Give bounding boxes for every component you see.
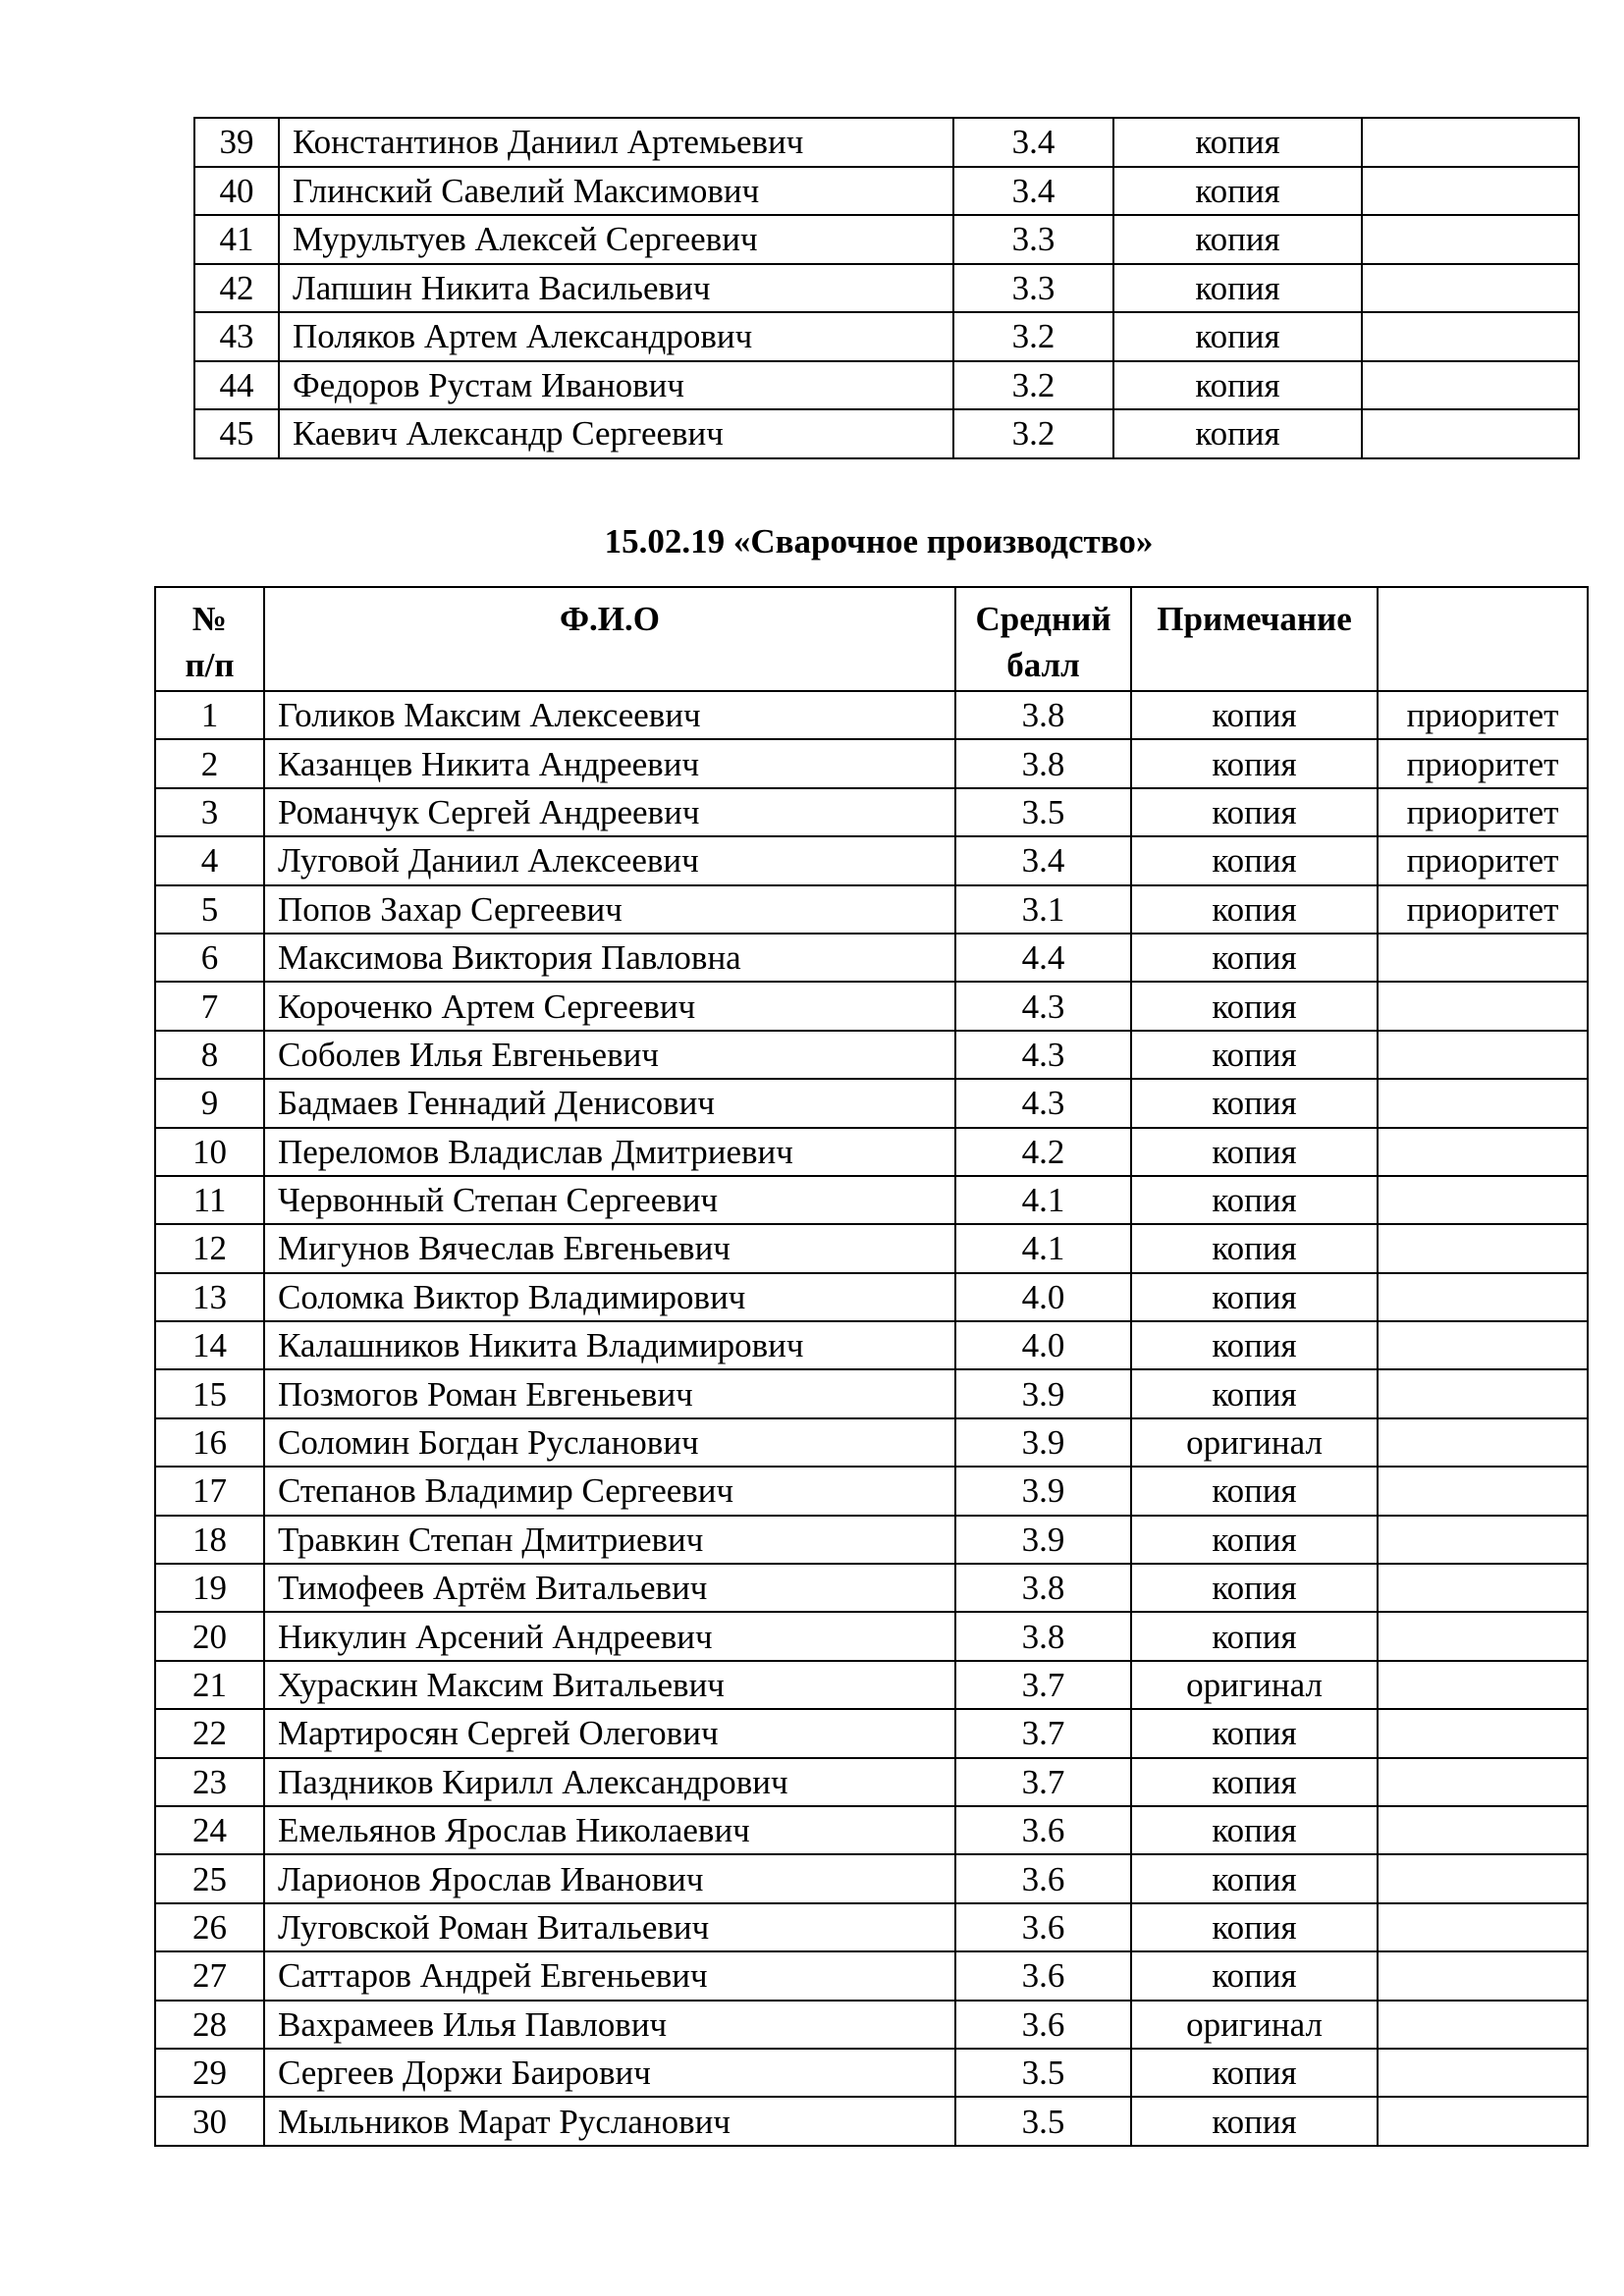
row-number: 22 bbox=[155, 1709, 264, 1757]
row-number: 40 bbox=[194, 167, 279, 216]
row-note: копия bbox=[1131, 1516, 1378, 1564]
row-number: 5 bbox=[155, 885, 264, 934]
row-full-name: Мыльников Марат Русланович bbox=[264, 2097, 955, 2145]
row-number: 24 bbox=[155, 1806, 264, 1854]
row-full-name: Хураскин Максим Витальевич bbox=[264, 1661, 955, 1709]
row-average-score: 3.8 bbox=[955, 691, 1131, 739]
row-note: копия bbox=[1131, 1903, 1378, 1951]
table-row bbox=[155, 1176, 1588, 1224]
row-full-name: Поляков Артем Александрович bbox=[279, 312, 953, 361]
row-priority bbox=[1378, 1467, 1588, 1515]
header-full-name: Ф.И.О bbox=[264, 587, 955, 691]
row-note: копия bbox=[1113, 167, 1362, 216]
row-average-score: 4.0 bbox=[955, 1321, 1131, 1369]
row-average-score: 3.1 bbox=[955, 885, 1131, 934]
row-full-name: Каевич Александр Сергеевич bbox=[279, 409, 953, 458]
row-note: копия bbox=[1131, 1758, 1378, 1806]
section-title: 15.02.19 «Сварочное производство» bbox=[604, 522, 1154, 561]
table-row bbox=[155, 934, 1588, 982]
row-average-score: 4.2 bbox=[955, 1128, 1131, 1176]
row-note: копия bbox=[1131, 788, 1378, 836]
row-average-score: 3.4 bbox=[955, 836, 1131, 884]
row-note: копия bbox=[1131, 1176, 1378, 1224]
welding-applicants-table-body bbox=[155, 691, 1588, 2146]
table-row bbox=[155, 2049, 1588, 2097]
row-priority bbox=[1378, 1369, 1588, 1417]
row-average-score: 4.1 bbox=[955, 1224, 1131, 1272]
row-priority bbox=[1362, 264, 1579, 313]
row-priority bbox=[1378, 2049, 1588, 2097]
row-number: 21 bbox=[155, 1661, 264, 1709]
header-score-line2: балл bbox=[1006, 646, 1080, 685]
header-extra bbox=[1378, 587, 1588, 691]
row-number: 28 bbox=[155, 2001, 264, 2049]
table-row bbox=[155, 691, 1588, 739]
row-full-name: Никулин Арсений Андреевич bbox=[264, 1612, 955, 1660]
table-row bbox=[194, 167, 1579, 216]
table-row bbox=[155, 1224, 1588, 1272]
row-priority bbox=[1362, 118, 1579, 167]
row-average-score: 3.3 bbox=[953, 264, 1113, 313]
row-number: 42 bbox=[194, 264, 279, 313]
row-full-name: Калашников Никита Владимирович bbox=[264, 1321, 955, 1369]
row-number: 18 bbox=[155, 1516, 264, 1564]
row-number: 26 bbox=[155, 1903, 264, 1951]
row-note: оригинал bbox=[1131, 2001, 1378, 2049]
row-average-score: 4.1 bbox=[955, 1176, 1131, 1224]
table-row bbox=[155, 2097, 1588, 2145]
table-row bbox=[155, 1369, 1588, 1417]
row-priority bbox=[1378, 1176, 1588, 1224]
table-row bbox=[194, 264, 1579, 313]
row-average-score: 3.2 bbox=[953, 361, 1113, 410]
row-number: 13 bbox=[155, 1273, 264, 1321]
row-priority bbox=[1378, 1709, 1588, 1757]
row-full-name: Константинов Даниил Артемьевич bbox=[279, 118, 953, 167]
row-note: копия bbox=[1131, 1854, 1378, 1902]
row-number: 39 bbox=[194, 118, 279, 167]
row-average-score: 3.9 bbox=[955, 1516, 1131, 1564]
table-row bbox=[155, 1516, 1588, 1564]
table-row bbox=[155, 739, 1588, 787]
row-note: копия bbox=[1131, 2049, 1378, 2097]
row-full-name: Тимофеев Артём Витальевич bbox=[264, 1564, 955, 1612]
row-full-name: Глинский Савелий Максимович bbox=[279, 167, 953, 216]
row-priority bbox=[1378, 1951, 1588, 2000]
row-note: копия bbox=[1131, 1369, 1378, 1417]
table-row bbox=[194, 215, 1579, 264]
row-number: 12 bbox=[155, 1224, 264, 1272]
row-number: 4 bbox=[155, 836, 264, 884]
row-number: 15 bbox=[155, 1369, 264, 1417]
table-row bbox=[194, 361, 1579, 410]
row-number: 8 bbox=[155, 1031, 264, 1079]
table-row bbox=[155, 1418, 1588, 1467]
row-full-name: Мурультуев Алексей Сергеевич bbox=[279, 215, 953, 264]
row-number: 1 bbox=[155, 691, 264, 739]
row-priority bbox=[1378, 1128, 1588, 1176]
row-note: копия bbox=[1131, 1564, 1378, 1612]
header-number-line1: № bbox=[191, 600, 228, 638]
row-number: 25 bbox=[155, 1854, 264, 1902]
header-number-line2: п/п bbox=[185, 646, 235, 685]
row-number: 45 bbox=[194, 409, 279, 458]
row-note: копия bbox=[1113, 312, 1362, 361]
row-full-name: Мартиросян Сергей Олегович bbox=[264, 1709, 955, 1757]
row-note: копия bbox=[1113, 215, 1362, 264]
row-average-score: 3.8 bbox=[955, 1612, 1131, 1660]
row-note: копия bbox=[1131, 1467, 1378, 1515]
table-row bbox=[155, 1079, 1588, 1127]
row-number: 7 bbox=[155, 982, 264, 1030]
row-full-name: Попов Захар Сергеевич bbox=[264, 885, 955, 934]
row-number: 11 bbox=[155, 1176, 264, 1224]
row-average-score: 3.6 bbox=[955, 1951, 1131, 2000]
row-priority: приоритет bbox=[1378, 691, 1588, 739]
row-full-name: Переломов Владислав Дмитриевич bbox=[264, 1128, 955, 1176]
row-note: копия bbox=[1113, 118, 1362, 167]
row-average-score: 3.4 bbox=[953, 118, 1113, 167]
row-priority bbox=[1362, 312, 1579, 361]
row-priority bbox=[1378, 1031, 1588, 1079]
row-number: 29 bbox=[155, 2049, 264, 2097]
header-note: Примечание bbox=[1131, 587, 1378, 691]
row-number: 41 bbox=[194, 215, 279, 264]
row-full-name: Сергеев Доржи Баирович bbox=[264, 2049, 955, 2097]
row-full-name: Травкин Степан Дмитриевич bbox=[264, 1516, 955, 1564]
table-row bbox=[155, 1951, 1588, 2000]
row-number: 10 bbox=[155, 1128, 264, 1176]
row-note: копия bbox=[1131, 739, 1378, 787]
row-priority bbox=[1378, 2097, 1588, 2145]
row-priority bbox=[1378, 2001, 1588, 2049]
row-full-name: Романчук Сергей Андреевич bbox=[264, 788, 955, 836]
row-full-name: Голиков Максим Алексеевич bbox=[264, 691, 955, 739]
row-note: копия bbox=[1131, 1951, 1378, 2000]
row-average-score: 3.9 bbox=[955, 1418, 1131, 1467]
row-average-score: 3.8 bbox=[955, 1564, 1131, 1612]
row-average-score: 3.9 bbox=[955, 1467, 1131, 1515]
row-full-name: Лапшин Никита Васильевич bbox=[279, 264, 953, 313]
row-priority bbox=[1378, 1661, 1588, 1709]
row-average-score: 3.8 bbox=[955, 739, 1131, 787]
row-note: копия bbox=[1131, 1321, 1378, 1369]
row-average-score: 3.3 bbox=[953, 215, 1113, 264]
row-priority bbox=[1378, 1758, 1588, 1806]
row-average-score: 3.6 bbox=[955, 2001, 1131, 2049]
row-average-score: 3.2 bbox=[953, 409, 1113, 458]
row-note: копия bbox=[1113, 361, 1362, 410]
row-number: 2 bbox=[155, 739, 264, 787]
row-priority bbox=[1378, 1321, 1588, 1369]
row-note: копия bbox=[1131, 1079, 1378, 1127]
row-full-name: Максимова Виктория Павловна bbox=[264, 934, 955, 982]
table-row bbox=[155, 982, 1588, 1030]
row-priority bbox=[1362, 361, 1579, 410]
table-row bbox=[155, 1612, 1588, 1660]
row-full-name: Степанов Владимир Сергеевич bbox=[264, 1467, 955, 1515]
header-score-line1: Средний bbox=[975, 600, 1111, 638]
row-full-name: Соломка Виктор Владимирович bbox=[264, 1273, 955, 1321]
row-average-score: 3.6 bbox=[955, 1854, 1131, 1902]
table-row bbox=[155, 1467, 1588, 1515]
row-priority bbox=[1378, 1612, 1588, 1660]
table-row bbox=[155, 1128, 1588, 1176]
row-number: 23 bbox=[155, 1758, 264, 1806]
table-header-row bbox=[155, 587, 1588, 691]
row-note: копия bbox=[1131, 836, 1378, 884]
row-full-name: Емельянов Ярослав Николаевич bbox=[264, 1806, 955, 1854]
table-row bbox=[155, 1903, 1588, 1951]
row-full-name: Вахрамеев Илья Павлович bbox=[264, 2001, 955, 2049]
applicants-table-continued bbox=[193, 117, 1580, 459]
row-full-name: Короченко Артем Сергеевич bbox=[264, 982, 955, 1030]
table-row bbox=[155, 836, 1588, 884]
row-number: 20 bbox=[155, 1612, 264, 1660]
row-priority bbox=[1362, 409, 1579, 458]
row-full-name: Бадмаев Геннадий Денисович bbox=[264, 1079, 955, 1127]
row-priority: приоритет bbox=[1378, 739, 1588, 787]
table-row bbox=[194, 312, 1579, 361]
row-number: 14 bbox=[155, 1321, 264, 1369]
row-full-name: Червонный Степан Сергеевич bbox=[264, 1176, 955, 1224]
header-average-score bbox=[955, 587, 1131, 691]
row-note: копия bbox=[1113, 264, 1362, 313]
row-note: копия bbox=[1131, 885, 1378, 934]
row-number: 3 bbox=[155, 788, 264, 836]
row-note: копия bbox=[1131, 1224, 1378, 1272]
row-note: копия bbox=[1131, 1128, 1378, 1176]
row-note: копия bbox=[1131, 2097, 1378, 2145]
row-average-score: 3.5 bbox=[955, 788, 1131, 836]
table-row bbox=[155, 1806, 1588, 1854]
row-average-score: 4.3 bbox=[955, 982, 1131, 1030]
row-number: 43 bbox=[194, 312, 279, 361]
row-full-name: Саттаров Андрей Евгеньевич bbox=[264, 1951, 955, 2000]
row-priority bbox=[1378, 1564, 1588, 1612]
row-average-score: 3.7 bbox=[955, 1661, 1131, 1709]
row-note: копия bbox=[1131, 982, 1378, 1030]
row-average-score: 3.9 bbox=[955, 1369, 1131, 1417]
table-row bbox=[155, 1709, 1588, 1757]
row-average-score: 3.7 bbox=[955, 1758, 1131, 1806]
row-number: 9 bbox=[155, 1079, 264, 1127]
row-average-score: 3.6 bbox=[955, 1806, 1131, 1854]
row-full-name: Федоров Рустам Иванович bbox=[279, 361, 953, 410]
row-note: копия bbox=[1131, 691, 1378, 739]
row-full-name: Ларионов Ярослав Иванович bbox=[264, 1854, 955, 1902]
row-note: копия bbox=[1131, 1031, 1378, 1079]
row-full-name: Соболев Илья Евгеньевич bbox=[264, 1031, 955, 1079]
row-priority bbox=[1378, 1806, 1588, 1854]
table-row bbox=[155, 1273, 1588, 1321]
table-row bbox=[155, 1854, 1588, 1902]
row-average-score: 4.4 bbox=[955, 934, 1131, 982]
row-full-name: Казанцев Никита Андреевич bbox=[264, 739, 955, 787]
table-row bbox=[155, 885, 1588, 934]
table-row bbox=[155, 2001, 1588, 2049]
row-average-score: 3.7 bbox=[955, 1709, 1131, 1757]
row-priority: приоритет bbox=[1378, 885, 1588, 934]
row-priority bbox=[1378, 1903, 1588, 1951]
row-priority bbox=[1378, 982, 1588, 1030]
row-average-score: 4.3 bbox=[955, 1079, 1131, 1127]
table-row bbox=[155, 1031, 1588, 1079]
row-note: копия bbox=[1131, 934, 1378, 982]
row-number: 30 bbox=[155, 2097, 264, 2145]
row-full-name: Позмогов Роман Евгеньевич bbox=[264, 1369, 955, 1417]
row-note: оригинал bbox=[1131, 1661, 1378, 1709]
table-row bbox=[155, 1758, 1588, 1806]
table-row bbox=[194, 118, 1579, 167]
row-priority bbox=[1378, 1418, 1588, 1467]
row-full-name: Луговой Даниил Алексеевич bbox=[264, 836, 955, 884]
row-note: копия bbox=[1131, 1612, 1378, 1660]
row-priority bbox=[1378, 1516, 1588, 1564]
row-priority bbox=[1362, 167, 1579, 216]
table-row bbox=[155, 1661, 1588, 1709]
row-full-name: Соломин Богдан Русланович bbox=[264, 1418, 955, 1467]
row-full-name: Луговской Роман Витальевич bbox=[264, 1903, 955, 1951]
row-priority bbox=[1362, 215, 1579, 264]
row-number: 17 bbox=[155, 1467, 264, 1515]
row-note: оригинал bbox=[1131, 1418, 1378, 1467]
header-number bbox=[155, 587, 264, 691]
row-priority bbox=[1378, 934, 1588, 982]
row-number: 19 bbox=[155, 1564, 264, 1612]
row-average-score: 3.2 bbox=[953, 312, 1113, 361]
applicants-table-continued-body bbox=[194, 118, 1579, 458]
row-average-score: 4.0 bbox=[955, 1273, 1131, 1321]
row-number: 44 bbox=[194, 361, 279, 410]
row-average-score: 3.6 bbox=[955, 1903, 1131, 1951]
row-full-name: Мигунов Вячеслав Евгеньевич bbox=[264, 1224, 955, 1272]
row-number: 16 bbox=[155, 1418, 264, 1467]
row-number: 27 bbox=[155, 1951, 264, 2000]
row-priority bbox=[1378, 1854, 1588, 1902]
table-row bbox=[194, 409, 1579, 458]
welding-applicants-table bbox=[154, 586, 1589, 2147]
row-average-score: 3.4 bbox=[953, 167, 1113, 216]
table-row bbox=[155, 1564, 1588, 1612]
row-average-score: 3.5 bbox=[955, 2097, 1131, 2145]
table-row bbox=[155, 1321, 1588, 1369]
row-note: копия bbox=[1113, 409, 1362, 458]
row-priority bbox=[1378, 1224, 1588, 1272]
row-note: копия bbox=[1131, 1709, 1378, 1757]
row-number: 6 bbox=[155, 934, 264, 982]
row-priority: приоритет bbox=[1378, 836, 1588, 884]
row-average-score: 3.5 bbox=[955, 2049, 1131, 2097]
row-full-name: Паздников Кирилл Александрович bbox=[264, 1758, 955, 1806]
row-priority: приоритет bbox=[1378, 788, 1588, 836]
row-priority bbox=[1378, 1273, 1588, 1321]
row-priority bbox=[1378, 1079, 1588, 1127]
row-note: копия bbox=[1131, 1273, 1378, 1321]
row-note: копия bbox=[1131, 1806, 1378, 1854]
row-average-score: 4.3 bbox=[955, 1031, 1131, 1079]
table-row bbox=[155, 788, 1588, 836]
